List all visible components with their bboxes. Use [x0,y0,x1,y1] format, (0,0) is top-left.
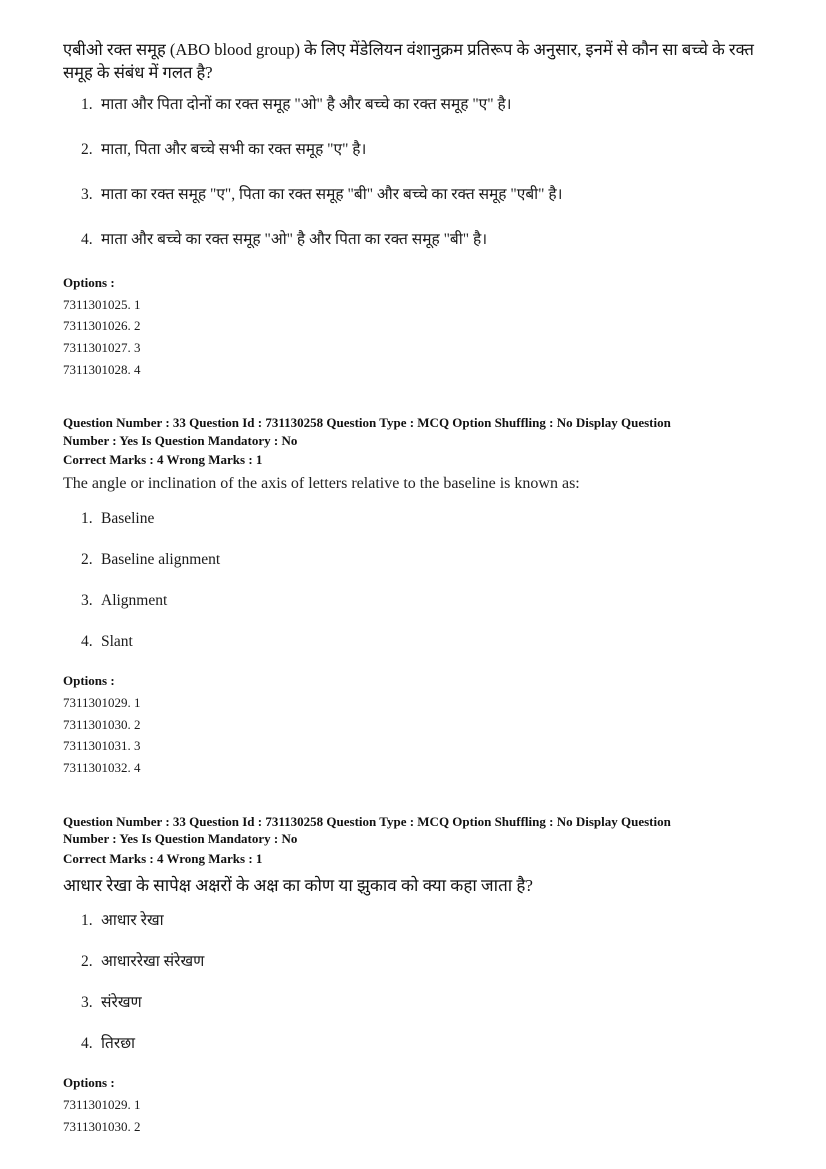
answer-option[interactable] [63,632,778,653]
answer-option[interactable] [63,911,778,932]
options-label: Options : [63,274,115,290]
option-text: Alignment [101,592,168,610]
option-number: 4. [81,633,93,651]
document-content [63,38,778,1137]
question-block-33-hindi [63,813,778,1138]
question-meta-line-2: Number : Yes Is Question Mandatory : No [63,831,298,847]
answer-option-list [63,509,778,653]
option-text: तिरछा [101,1035,136,1053]
option-number: 2. [81,551,93,569]
answer-option[interactable] [63,140,778,161]
option-text: Slant [101,633,133,651]
question-meta-line-1: Question Number : 33 Question Id : 731130258 Question Type : MCQ Option Shuffling : No Display Question [63,813,671,829]
option-text: Baseline alignment [101,551,221,569]
option-code: 7311301025. 1 [63,296,141,312]
answer-option[interactable] [63,952,778,973]
block-spacer [63,779,778,813]
answer-option-list [63,95,778,251]
option-code: 7311301031. 3 [63,738,141,754]
option-code: 7311301032. 4 [63,760,141,776]
option-code: 7311301030. 2 [63,716,141,732]
question-meta-line-2: Number : Yes Is Question Mandatory : No [63,432,298,448]
option-text: आधार रेखा [101,912,164,930]
option-text: संरेखण [101,994,142,1012]
option-text: माता और बच्चे का रक्त समूह "ओ" है और पिता का रक्त समूह "बी" है। [101,230,488,248]
question-block-33-english [63,414,778,779]
option-text: Baseline [101,510,155,528]
answer-option[interactable] [63,993,778,1014]
option-number: 3. [81,592,93,610]
option-code-list [63,294,778,381]
option-number: 4. [81,230,93,248]
question-marks-line: Correct Marks : 4 Wrong Marks : 1 [63,452,263,468]
options-label: Options : [63,673,115,689]
option-text: आधाररेखा संरेखण [101,953,205,971]
question-stem: आधार रेखा के सापेक्ष अक्षरों के अक्ष का कोण या झुकाव को क्या कहा जाता है? [63,875,533,895]
option-code: 7311301030. 2 [63,1118,141,1134]
question-meta-line-1: Question Number : 33 Question Id : 731130258 Question Type : MCQ Option Shuffling : No Display Question [63,415,671,431]
option-code: 7311301029. 1 [63,695,141,711]
option-number: 1. [81,912,93,930]
option-text: माता और पिता दोनों का रक्त समूह "ओ" है और बच्चे का रक्त समूह "ए" है। [101,95,512,113]
options-label: Options : [63,1075,115,1090]
option-code: 7311301027. 3 [63,339,141,355]
answer-option[interactable] [63,185,778,206]
answer-option[interactable] [63,95,778,116]
option-number: 2. [81,140,93,158]
option-number: 1. [81,510,93,528]
option-text: माता का रक्त समूह "ए", पिता का रक्त समूह "बी" और बच्चे का रक्त समूह "एबी" है। [101,185,563,203]
question-stem: The angle or inclination of the axis of letters relative to the baseline is known as: [63,474,580,492]
block-spacer [63,380,778,414]
option-code-list [63,1094,778,1137]
option-code: 7311301029. 1 [63,1097,141,1112]
option-code: 7311301026. 2 [63,318,141,334]
answer-option[interactable] [63,1034,778,1055]
option-number: 4. [81,1035,93,1053]
answer-option-list [63,911,778,1055]
answer-option[interactable] [63,230,778,251]
option-text: माता, पिता और बच्चे सभी का रक्त समूह "ए" है। [101,140,367,158]
option-code: 7311301028. 4 [63,361,141,377]
question-stem: एबीओ रक्त समूह (ABO blood group) के लिए मेंडेलियन वंशानुक्रम प्रतिरूप के अनुसार, इनमें से कौन सा बच्चे के रक्त समूह के संबंध में गलत है? [63,40,754,83]
option-number: 3. [81,994,93,1012]
answer-option[interactable] [63,591,778,612]
question-marks-line: Correct Marks : 4 Wrong Marks : 1 [63,850,263,866]
option-number: 2. [81,953,93,971]
option-code-list [63,692,778,779]
answer-option[interactable] [63,509,778,530]
option-number: 3. [81,185,93,203]
question-block-hindi-abo [63,38,778,380]
answer-option[interactable] [63,550,778,571]
option-number: 1. [81,95,93,113]
